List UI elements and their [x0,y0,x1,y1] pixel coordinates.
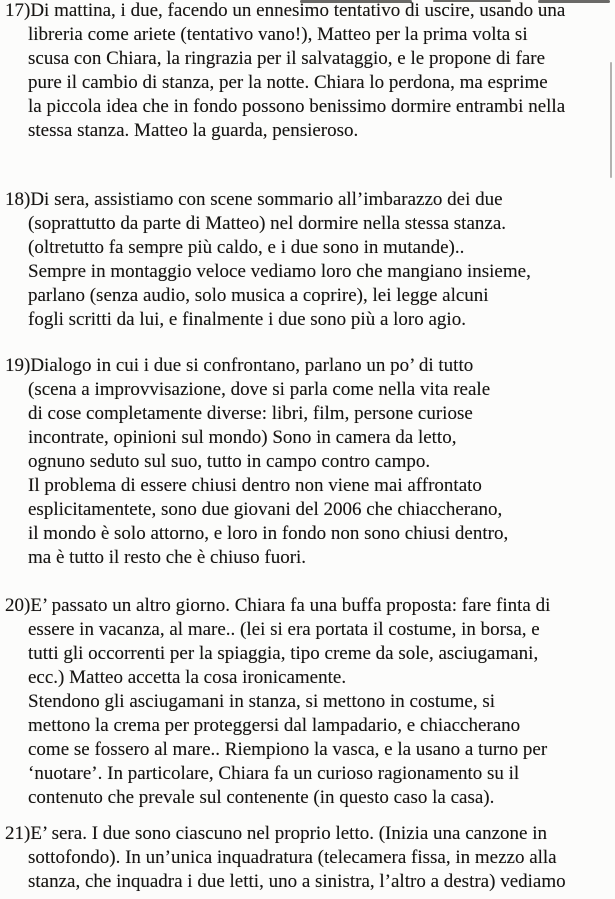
text-line: ognuno seduto sul suo, tutto in campo contro campo. [28,451,431,472]
text-line: di cose completamente diverse: libri, film, persone curiose [28,403,473,424]
text-line: ‘nuotare’. In particolare, Chiara fa un curioso ragionamento su il [28,763,520,784]
paragraph-18 [5,188,615,332]
text-line: sottofondo). In un’unica inquadratura (telecamera fissa, in mezzo alla [28,847,557,868]
text-line: 19)Dialogo in cui i due si confrontano, parlano un po’ di tutto [5,355,474,376]
text-line: Stendono gli asciugamani in stanza, si mettono in costume, si [28,691,496,712]
text-line: parlano (senza audio, solo musica a coprire), lei legge alcuni [28,285,489,306]
text-line: 21)E’ sera. I due sono ciascuno nel proprio letto. (Inizia una canzone in [5,823,548,844]
text-line: pure il cambio di stanza, per la notte. Chiara lo perdona, ma esprime [28,72,548,93]
text-line: Il problema di essere chiusi dentro non viene mai affrontato [28,475,482,496]
text-line: (oltretutto fa sempre più caldo, e i due sono in mutande).. [28,237,465,258]
text-line: (soprattutto da parte di Matteo) nel dormire nella stessa stanza. [28,213,507,234]
text-line: scusa con Chiara, la ringrazia per il salvataggio, e le propone di fare [28,48,546,69]
text-line: (scena a improvvisazione, dove si parla come nella vita reale [28,379,491,400]
text-line: mettono la crema per proteggersi dal lampadario, e chiaccherano [28,715,521,736]
text-line: essere in vacanza, al mare.. (lei si era portata il costume, in borsa, e [28,619,540,640]
text-line: 17)Di mattina, i due, facendo un ennesimo tentativo di uscire, usando una [5,0,566,21]
text-line: ecc.) Matteo accetta la cosa ironicamente. [28,667,347,688]
text-line: 18)Di sera, assistiamo con scene sommario all’imbarazzo dei due [5,189,503,210]
text-line: stanza, che inquadra i due letti, uno a sinistra, l’altro a destra) vediamo [28,871,566,892]
text-line: Sempre in montaggio veloce vediamo loro che mangiano insieme, [28,261,531,282]
paragraph-19 [5,354,615,570]
text-line: incontrate, opinioni sul mondo) Sono in camera da letto, [28,427,457,448]
text-line: fogli scritti da lui, e finalmente i due sono più a loro agio. [28,309,466,330]
text-line: la piccola idea che in fondo possono benissimo dormire entrambi nella [28,96,566,117]
paragraph-21 [5,822,615,894]
text-line: contenuto che prevale sul contenente (in questo caso la casa). [28,787,495,808]
text-line: ma è tutto il resto che è chiuso fuori. [28,547,307,568]
text-line: esplicitamentete, sono due giovani del 2006 che chiaccherano, [28,499,503,520]
text-line: stessa stanza. Matteo la guarda, pensieroso. [28,120,359,141]
text-line: come se fossero al mare.. Riempiono la vasca, e la usano a turno per [28,739,548,760]
text-line: libreria come ariete (tentativo vano!), Matteo per la prima volta si [28,24,528,45]
text-line: tutti gli occorrenti per la spiaggia, tipo creme da sole, asciugamani, [28,643,539,664]
text-line: il mondo è solo attorno, e loro in fondo non sono chiusi dentro, [28,523,509,544]
text-line: 20)E’ passato un altro giorno. Chiara fa una buffa proposta: fare finta di [5,595,551,616]
paragraph-20 [5,594,615,810]
paragraph-17 [5,0,615,143]
